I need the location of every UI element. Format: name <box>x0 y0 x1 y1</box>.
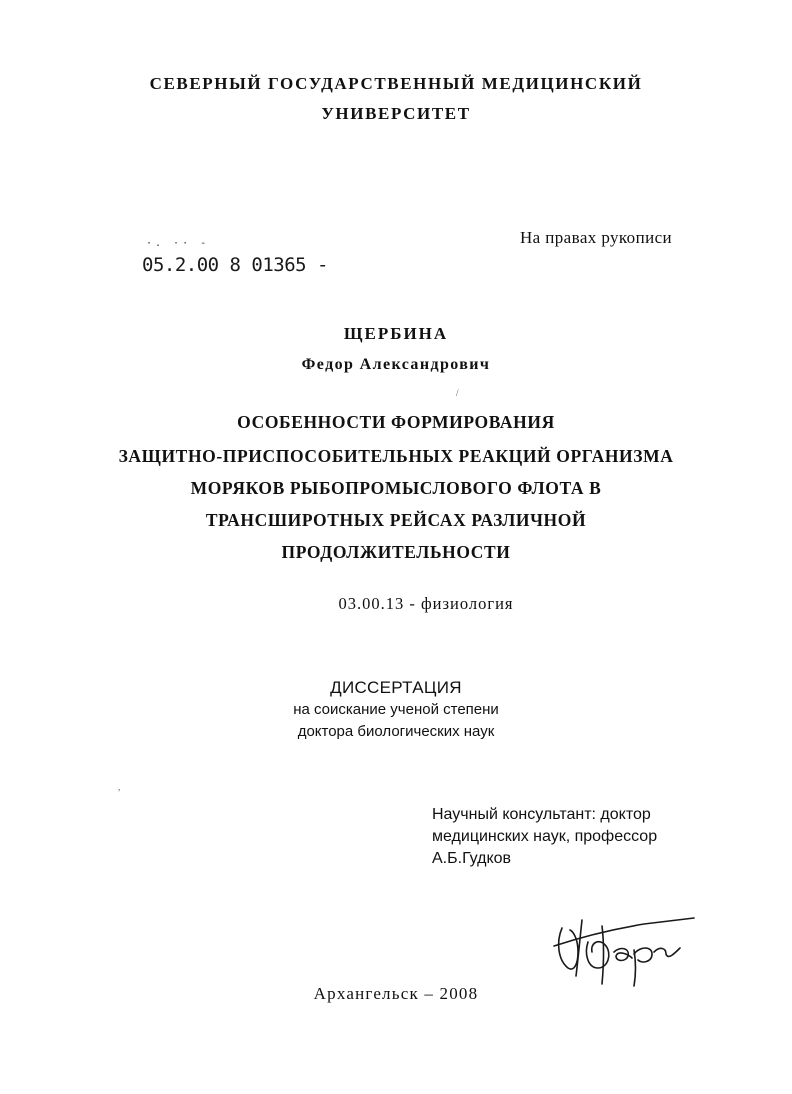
author-surname: ЩЕРБИНА <box>343 324 449 343</box>
university-name-line-2: УНИВЕРСИТЕТ <box>321 104 471 123</box>
consultant-line-2: медицинских наук, профессор <box>432 828 658 845</box>
thesis-title-line-4: ТРАНСШИРОТНЫХ РЕЙСАХ РАЗЛИЧНОЙ <box>205 510 587 530</box>
consultant-line-1: Научный консультант: доктор <box>432 806 651 823</box>
city-and-year: Архангельск – 2008 <box>313 984 479 1003</box>
dissertation-label: ДИССЕРТАЦИЯ <box>330 678 462 697</box>
rights-note: На правах рукописи <box>520 228 673 247</box>
specialty-code: 03.00.13 - физиология <box>338 594 514 613</box>
scan-speck: / <box>456 388 459 398</box>
thesis-title-line-2: ЗАЩИТНО-ПРИСПОСОБИТЕЛЬНЫХ РЕАКЦИЙ ОРГАНИЗМА <box>118 446 674 466</box>
university-name-line-1: СЕВЕРНЫЙ ГОСУДАРСТВЕННЫЙ МЕДИЦИНСКИЙ <box>149 74 643 93</box>
thesis-title-line-5: ПРОДОЛЖИТЕЛЬНОСТИ <box>281 542 511 562</box>
handwritten-signature <box>548 902 698 988</box>
author-given-names: Федор Александрович <box>301 356 491 373</box>
consultant-name: А.Б.Гудков <box>432 850 512 867</box>
stamp-marks: ·. ·· - <box>146 238 210 249</box>
library-stamp-number: 05.2.00 8 01365 - <box>142 254 328 276</box>
scan-speck: , <box>118 782 121 792</box>
degree-line-1: на соискание ученой степени <box>293 701 499 718</box>
degree-line-2: доктора биологических наук <box>297 723 495 740</box>
thesis-title-line-3: МОРЯКОВ РЫБОПРОМЫСЛОВОГО ФЛОТА В <box>190 478 602 498</box>
thesis-title-line-1: ОСОБЕННОСТИ ФОРМИРОВАНИЯ <box>237 412 555 432</box>
